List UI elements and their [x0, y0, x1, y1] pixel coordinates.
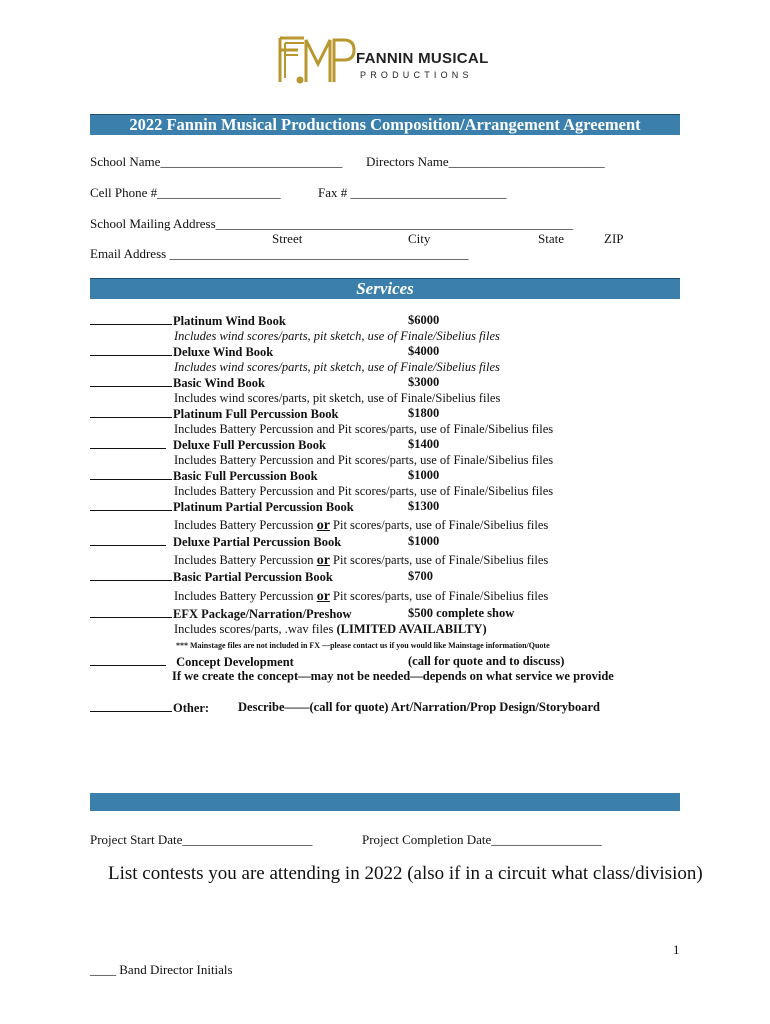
service-desc: Includes wind scores/parts, pit sketch, use of Finale/Sibelius files: [174, 329, 500, 343]
mailing-address-field[interactable]: School Mailing Address_______________________________________________________: [90, 216, 574, 231]
project-completion-date-field[interactable]: Project Completion Date_________________: [362, 832, 602, 847]
services-heading: Services: [356, 279, 414, 298]
project-start-date-field[interactable]: Project Start Date____________________: [90, 832, 313, 847]
fax-field[interactable]: Fax # ________________________: [318, 185, 507, 200]
directors-name-field[interactable]: Directors Name________________________: [366, 154, 605, 169]
city-label: City: [408, 231, 431, 246]
title-banner: [90, 114, 680, 135]
service-blank[interactable]: [90, 375, 172, 387]
band-director-initials-field[interactable]: ____ Band Director Initials: [90, 962, 233, 977]
service-blank[interactable]: [90, 344, 172, 356]
service-desc: Includes scores/parts, .wav files (LIMITED AVAILABILTY): [174, 622, 487, 636]
service-item-platinum-full-percussion[interactable]: Platinum Full Percussion Book $1800: [90, 406, 338, 422]
efx-note: *** Mainstage files are not included in FX —please contact us if you would like Mainstage information/Quote: [176, 641, 550, 650]
service-item-basic-partial-percussion[interactable]: Basic Partial Percussion Book $700: [90, 569, 333, 585]
service-item-deluxe-partial-percussion[interactable]: Deluxe Partial Percussion Book $1000: [90, 534, 341, 550]
street-label: Street: [272, 231, 303, 246]
service-blank[interactable]: [90, 700, 172, 712]
school-name-field[interactable]: School Name____________________________: [90, 154, 343, 169]
service-desc: Includes Battery Percussion and Pit scores/parts, use of Finale/Sibelius files: [174, 484, 554, 498]
page-number: 1: [673, 942, 680, 957]
page-title: 2022 Fannin Musical Productions Composition/Arrangement Agreement: [129, 115, 641, 134]
service-item-basic-full-percussion[interactable]: Basic Full Percussion Book $1000: [90, 468, 318, 484]
service-item-other[interactable]: Other: Describe——(call for quote) Art/Narration/Prop Design/Storyboard: [90, 700, 209, 716]
service-blank[interactable]: [90, 499, 172, 511]
service-desc: Includes Battery Percussion or Pit scores/parts, use of Finale/Sibelius files: [174, 553, 549, 568]
service-blank[interactable]: [90, 569, 172, 581]
service-item-platinum-wind[interactable]: Platinum Wind Book $6000: [90, 313, 286, 329]
service-item-platinum-partial-percussion[interactable]: Platinum Partial Percussion Book $1300: [90, 499, 354, 515]
email-field[interactable]: Email Address ______________________________________________: [90, 246, 469, 261]
service-desc: Includes Battery Percussion or Pit scores/parts, use of Finale/Sibelius files: [174, 589, 549, 604]
service-desc: Includes wind scores/parts, pit sketch, use of Finale/Sibelius files: [174, 360, 500, 374]
state-label: State: [538, 231, 564, 246]
service-desc: Includes Battery Percussion or Pit scores/parts, use of Finale/Sibelius files: [174, 518, 549, 533]
service-item-deluxe-wind[interactable]: Deluxe Wind Book $4000: [90, 344, 273, 360]
services-banner: [90, 278, 680, 299]
fmp-monogram-logo: [276, 34, 356, 86]
service-blank[interactable]: [90, 313, 172, 325]
service-blank[interactable]: [90, 437, 166, 449]
service-item-deluxe-full-percussion[interactable]: Deluxe Full Percussion Book $1400: [90, 437, 326, 453]
service-item-efx-package[interactable]: EFX Package/Narration/Preshow $500 complete show: [90, 606, 352, 622]
service-blank[interactable]: [90, 654, 166, 666]
section-divider-banner: [90, 793, 680, 811]
company-logo: [276, 34, 489, 86]
logo-name: FANNIN MUSICAL: [356, 50, 489, 67]
service-desc: Includes wind scores/parts, pit sketch, use of Finale/Sibelius files: [174, 391, 501, 405]
service-desc: Includes Battery Percussion and Pit scores/parts, use of Finale/Sibelius files: [174, 453, 554, 467]
service-blank[interactable]: [90, 468, 172, 480]
cell-phone-field[interactable]: Cell Phone #___________________: [90, 185, 281, 200]
zip-label: ZIP: [604, 231, 624, 246]
service-blank[interactable]: [90, 606, 172, 618]
service-item-concept-development[interactable]: Concept Development (call for quote and to discuss): [90, 654, 294, 670]
service-item-basic-wind[interactable]: Basic Wind Book $3000: [90, 375, 265, 391]
service-blank[interactable]: [90, 534, 166, 546]
concept-desc: If we create the concept—may not be needed—depends on what service we provide: [172, 669, 614, 683]
contests-heading: List contests you are attending in 2022 (also if in a circuit what class/division): [108, 863, 703, 884]
service-desc: Includes Battery Percussion and Pit scores/parts, use of Finale/Sibelius files: [174, 422, 554, 436]
logo-subtitle: PRODUCTIONS: [360, 70, 473, 80]
service-blank[interactable]: [90, 406, 172, 418]
